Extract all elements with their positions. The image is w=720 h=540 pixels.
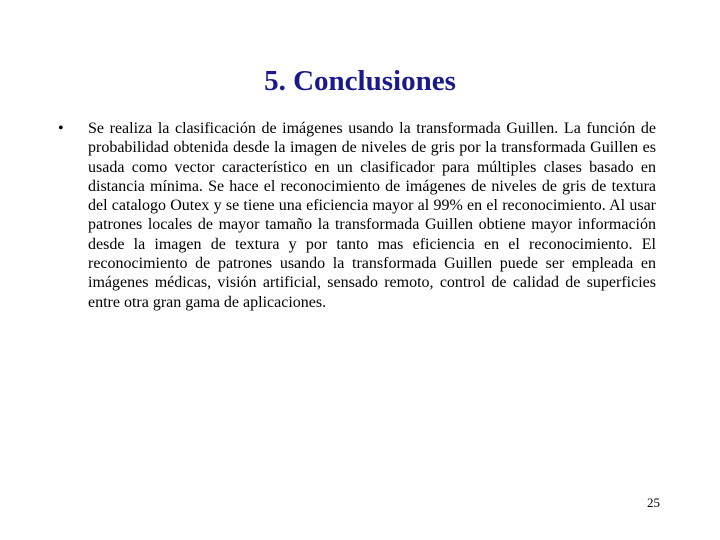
bullet-text: Se realiza la clasificación de imágenes usando la transformada Guillen. La función de probabilidad obtenida desde la imagen de niveles de gris por la transformada Guillen es usada como vector característico en un clasificador para múltiples clases basado en distancia mínima. Se hace el reconocimiento de imágenes de niveles de gris de textura del catalogo Outex y se tiene una eficiencia mayor al 99% en el reconocimiento. Al usar patrones locales de mayor tamaño la transformada Guillen obtiene mayor información desde la imagen de textura y por tanto mas eficiencia en el reconocimiento. El reconocimiento de patrones usando la transformada Guillen puede ser empleada en imágenes médicas, visión artificial, sensado remoto, control de calidad de superficies entre otra gran gama de aplicaciones.	[88, 120, 656, 311]
slide-title: 5. Conclusiones	[264, 65, 456, 98]
page-number: 25	[647, 495, 660, 510]
bullet-icon: •	[58, 120, 64, 137]
bullet-item	[58, 119, 656, 312]
bullet-list	[58, 119, 656, 312]
